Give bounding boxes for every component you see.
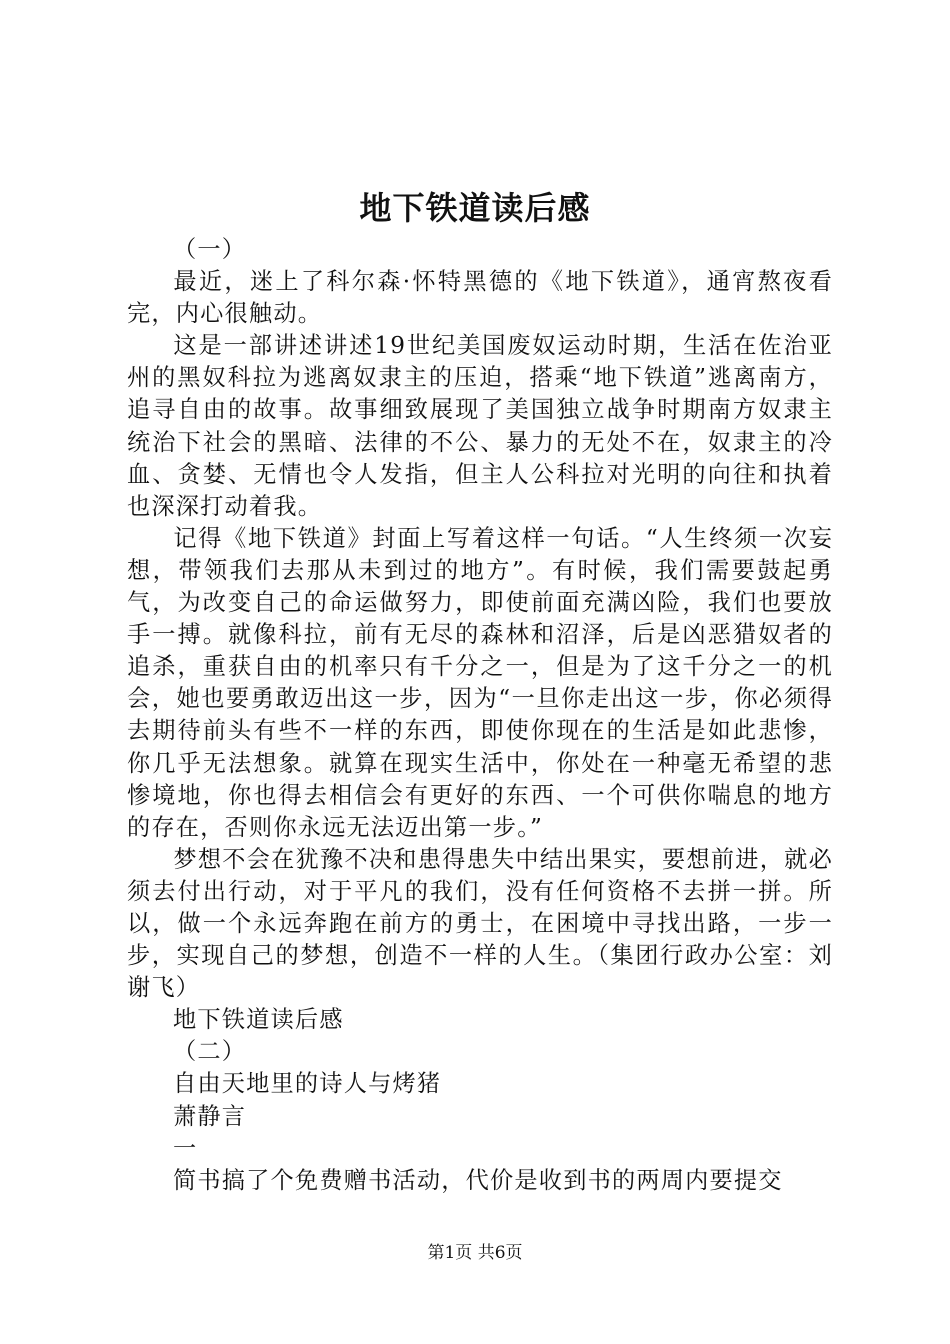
document-body	[127, 234, 833, 1197]
subheading: 地下铁道读后感	[173, 1006, 344, 1034]
section-marker: （二）	[173, 1038, 247, 1066]
paragraph: 这是一部讲述讲述19世纪美国废奴运动时期，生活在佐治亚州的黑奴科拉为逃离奴隶主的压迫，搭乘“地下铁道”逃离南方，追寻自由的故事。故事细致展现了美国独立战争时期南方奴隶主统治下社会的黑暗、法律的不公、暴力的无处不在，奴隶主的冷血、贪婪、无情也令人发指，但主人公科拉对光明的向往和执着也深深打动着我。	[127, 332, 833, 520]
paragraph: 记得《地下铁道》封面上写着这样一句话。“人生终须一次妄想，带领我们去那从未到过的地方”。有时候，我们需要鼓起勇气，为改变自己的命运做努力，即使前面充满凶险，我们也要放手一搏。就像科拉，前有无尽的森林和沼泽，后是凶恶猎奴者的追杀，重获自由的机率只有千分之一，但是为了这千分之一的机会，她也要勇敢迈出这一步，因为“一旦你走出这一步，你必须得去期待前头有些不一样的东西，即使你现在的生活是如此悲惨，你几乎无法想象。就算在现实生活中，你处在一种毫无希望的悲惨境地，你也得去相信会有更好的东西、一个可供你喘息的地方的存在，否则你永远无法迈出第一步。”	[127, 524, 833, 841]
page-footer: 第1页 共6页	[427, 1243, 523, 1263]
section-marker: （一）	[173, 236, 247, 263]
paragraph: 梦想不会在犹豫不决和患得患失中结出果实，要想前进，就必须去付出行动，对于平凡的我们，没有任何资格不去拼一拼。所以，做一个永远奔跑在前方的勇士，在困境中寻找出路，一步一步，实现自己的梦想，创造不一样的人生。（集团行政办公室：刘谢飞）	[127, 845, 833, 1002]
article-title: 自由天地里的诗人与烤猪	[173, 1070, 442, 1098]
paragraph: 最近，迷上了科尔森·怀特黑德的《地下铁道》，通宵熬夜看完，内心很触动。	[127, 268, 833, 328]
document-title: 地下铁道读后感	[359, 189, 591, 227]
section-number: 一	[173, 1134, 198, 1162]
author-name: 萧静言	[173, 1102, 247, 1130]
paragraph: 简书搞了个免费赠书活动，代价是收到书的两周内要提交	[173, 1166, 783, 1194]
